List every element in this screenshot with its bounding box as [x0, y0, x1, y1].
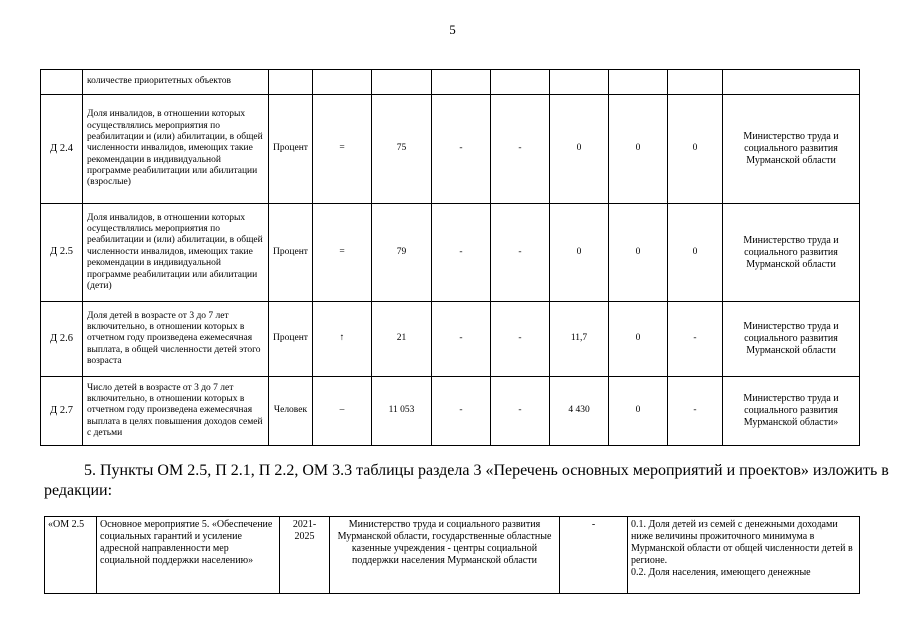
measure-dash: -	[560, 517, 628, 594]
indicator-responsible: Министерство труда и социального развития Мурманской области	[723, 204, 860, 302]
indicator-base-value: 75	[372, 95, 432, 204]
indicator-code: Д 2.6	[41, 302, 83, 377]
indicator-code: Д 2.7	[41, 377, 83, 446]
measure-executors: Министерство труда и социального развития Мурманской области, государственные областные казенные учреждения - центры социальной поддержки населения Мурманской области	[330, 517, 560, 594]
measure-indicator-item: 0.1. Доля детей из семей с денежными доходами ниже величины прожиточного минимума в Мурманской области от общей численности детей в регионе.	[631, 519, 853, 566]
paragraph-line: 5. Пункты ОМ 2.5, П 2.1, П 2.2, ОМ 3.3 таблицы раздела 3 «Перечень основных мероприятий и проектов» изложить в	[84, 462, 889, 479]
amendment-paragraph	[44, 461, 889, 501]
table-row	[41, 95, 860, 204]
indicator-value: -	[668, 302, 723, 377]
indicator-base-value: 11 053	[372, 377, 432, 446]
indicator-value: 4 430	[550, 377, 609, 446]
indicator-value: 11,7	[550, 302, 609, 377]
table-row	[41, 377, 860, 446]
table-row	[41, 204, 860, 302]
indicator-unit: Процент	[269, 302, 313, 377]
indicator-value: 0	[609, 377, 668, 446]
indicator-value	[432, 70, 491, 95]
table-row	[41, 70, 860, 95]
indicator-value: -	[668, 377, 723, 446]
table-row	[41, 302, 860, 377]
indicator-responsible: Министерство труда и социального развития Мурманской области»	[723, 377, 860, 446]
table-row	[45, 517, 860, 594]
measure-indicators	[628, 517, 860, 594]
indicator-value: 0	[609, 204, 668, 302]
indicator-base-value	[372, 70, 432, 95]
measure-code: «ОМ 2.5	[45, 517, 97, 594]
indicator-code	[41, 70, 83, 95]
indicator-name: Доля детей в возрасте от 3 до 7 лет включительно, в отношении которых в отчетном году произведена ежемесячная выплата, в общей численности детей этого возраста	[83, 302, 269, 377]
indicator-code: Д 2.5	[41, 204, 83, 302]
measure-indicator-item: 0.2. Доля населения, имеющего денежные	[631, 567, 811, 578]
measure-period: 2021-2025	[280, 517, 330, 594]
indicator-value	[668, 70, 723, 95]
indicator-responsible	[723, 70, 860, 95]
indicator-value: -	[491, 204, 550, 302]
indicator-value: -	[491, 95, 550, 204]
indicator-trend	[313, 70, 372, 95]
indicator-value	[550, 70, 609, 95]
indicator-trend: =	[313, 95, 372, 204]
indicator-value: 0	[609, 95, 668, 204]
indicator-code: Д 2.4	[41, 95, 83, 204]
indicator-value: 0	[550, 95, 609, 204]
indicator-base-value: 79	[372, 204, 432, 302]
page-number: 5	[449, 22, 456, 37]
indicator-base-value: 21	[372, 302, 432, 377]
indicator-unit: Процент	[269, 95, 313, 204]
indicator-value: 0	[609, 302, 668, 377]
indicator-value: 0	[668, 204, 723, 302]
indicator-responsible: Министерство труда и социального развития Мурманской области	[723, 302, 860, 377]
indicator-responsible: Министерство труда и социального развития Мурманской области	[723, 95, 860, 204]
indicator-value	[609, 70, 668, 95]
indicator-value: 0	[668, 95, 723, 204]
measures-table	[44, 516, 860, 594]
indicator-value	[491, 70, 550, 95]
indicator-unit: Процент	[269, 204, 313, 302]
indicator-value: -	[432, 95, 491, 204]
indicator-value: -	[491, 302, 550, 377]
indicator-value: -	[432, 302, 491, 377]
indicator-unit: Человек	[269, 377, 313, 446]
indicator-trend: ↑	[313, 302, 372, 377]
paragraph-line: редакции:	[44, 482, 113, 499]
indicators-table	[40, 69, 860, 446]
indicator-name: Доля инвалидов, в отношении которых осуществлялись мероприятия по реабилитации и (или) абилитации, в общей численности инвалидов, имеющих такие рекомендации в индивидуальной программе реабилитации или абилитации (дети)	[83, 204, 269, 302]
indicator-name: количестве приоритетных объектов	[83, 70, 269, 95]
indicator-trend: =	[313, 204, 372, 302]
indicator-value: -	[432, 377, 491, 446]
indicator-trend: –	[313, 377, 372, 446]
indicator-unit	[269, 70, 313, 95]
indicator-value: 0	[550, 204, 609, 302]
indicator-name: Число детей в возрасте от 3 до 7 лет включительно, в отношении которых в отчетном году произведена ежемесячная выплата в целях повышения доходов семей с детьми	[83, 377, 269, 446]
indicator-value: -	[491, 377, 550, 446]
measure-name: Основное мероприятие 5. «Обеспечение социальных гарантий и усиление адресной направленности мер социальной поддержки населению»	[97, 517, 280, 594]
indicator-name: Доля инвалидов, в отношении которых осуществлялись мероприятия по реабилитации и (или) абилитации, в общей численности инвалидов, имеющих такие рекомендации в индивидуальной программе реабилитации или абилитации (взрослые)	[83, 95, 269, 204]
indicator-value: -	[432, 204, 491, 302]
